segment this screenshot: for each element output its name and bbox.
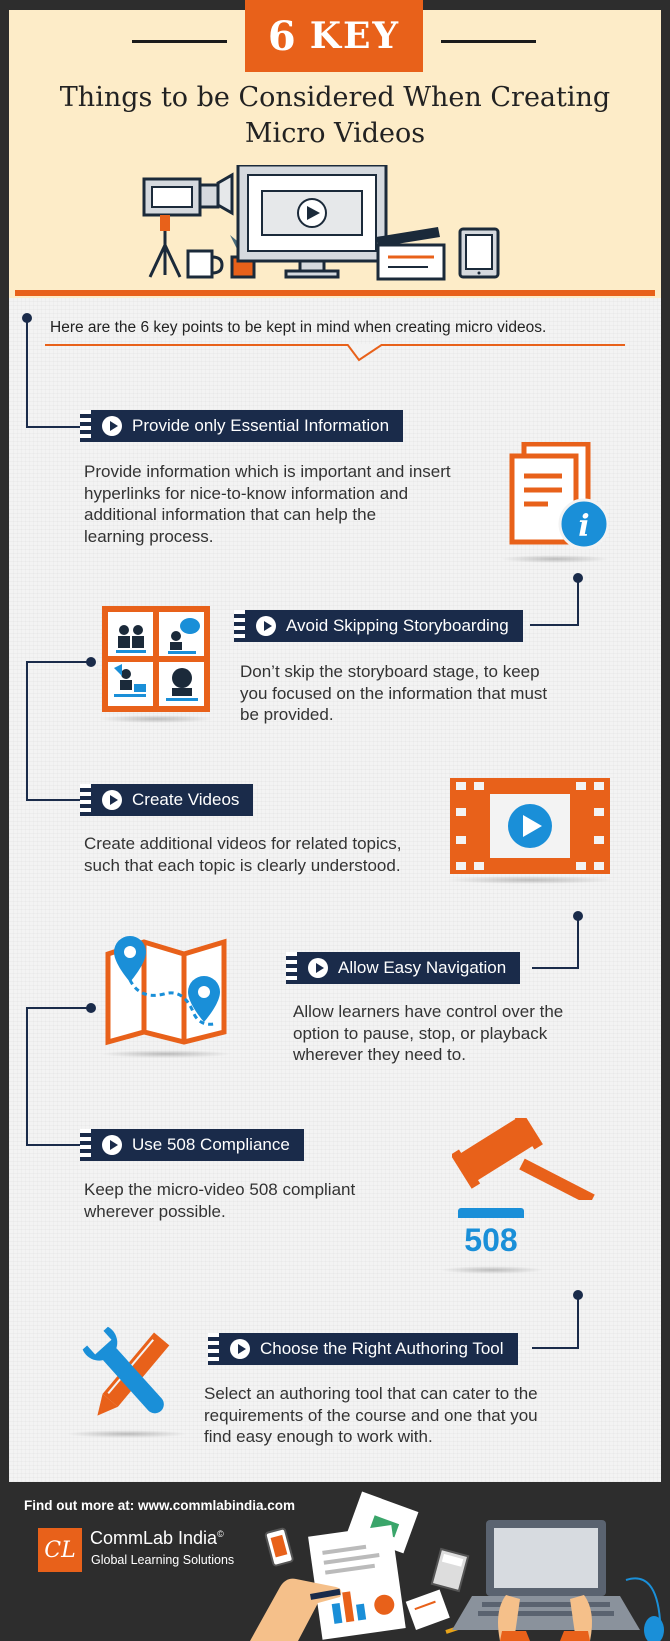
film-strip: [80, 1129, 94, 1161]
point-3-title: Create Videos: [132, 790, 240, 809]
film-strip: [80, 784, 94, 816]
tools-icon: [68, 1322, 186, 1430]
phone-icon: [265, 1528, 293, 1566]
film-video-icon: [450, 778, 610, 874]
point-6-title: Choose the Right Authoring Tool: [260, 1339, 504, 1358]
title-line-1: Things to be Considered When Creating: [59, 82, 611, 113]
svg-text:i: i: [578, 509, 590, 544]
text-line: be provided.: [240, 705, 334, 724]
timeline-line: [26, 1144, 80, 1146]
company-tagline: Global Learning Solutions: [91, 1553, 235, 1567]
text-line: requirements of the course and one that you: [204, 1405, 538, 1425]
company-name: [90, 1528, 224, 1549]
point-1-text: [84, 461, 451, 547]
play-icon: [96, 784, 128, 816]
company-name-text: CommLab India: [90, 1528, 218, 1548]
text-line: wherever possible.: [84, 1201, 226, 1221]
timeline-line: [26, 661, 90, 663]
icon-shadow: [500, 555, 610, 563]
text-line: Don’t skip the storyboard stage, to keep: [240, 662, 540, 681]
mouse-icon: [626, 1578, 664, 1641]
title-rule-right: [441, 40, 536, 43]
point-2-label: [234, 610, 523, 642]
play-icon: [250, 610, 282, 642]
film-strip: [234, 610, 248, 642]
text-line: Keep the micro-video 508 compliant: [84, 1180, 356, 1199]
company-logo: CL: [38, 1528, 82, 1572]
point-6-label: [208, 1333, 518, 1365]
copyright-mark: ©: [217, 1529, 224, 1539]
point-3-text: [84, 833, 402, 876]
gavel-icon: [452, 1118, 602, 1200]
timeline-line: [577, 916, 579, 969]
point-4-label: [286, 952, 520, 984]
icon-shadow: [100, 1050, 232, 1058]
map-navigation-icon: [104, 936, 230, 1046]
play-icon: [96, 1129, 128, 1161]
mug-icon: [188, 251, 222, 277]
text-line: Create additional videos for related topics,: [84, 834, 402, 853]
timeline-line: [532, 1347, 579, 1349]
timeline-line: [26, 799, 80, 801]
intro-pointer: [347, 344, 383, 364]
point-5-label: [80, 1129, 304, 1161]
text-line: you focused on the information that must: [240, 683, 548, 703]
point-2-title: Avoid Skipping Storyboarding: [286, 616, 509, 635]
text-line: Select an authoring tool that can cater to the: [204, 1384, 538, 1403]
film-strip: [286, 952, 300, 984]
title-rule-left: [132, 40, 227, 43]
text-line: learning process.: [84, 526, 214, 546]
badge-word: KEY: [309, 15, 401, 57]
film-strip: [208, 1333, 222, 1365]
timeline-line: [577, 578, 579, 626]
point-3-label: [80, 784, 253, 816]
text-line: additional information that can help the: [84, 505, 377, 524]
laptop-icon: [452, 1520, 640, 1630]
intro-rule: [45, 344, 625, 346]
document-info-icon: [508, 442, 608, 552]
timeline-line: [532, 967, 579, 969]
footer-link-text[interactable]: Find out more at: www.commlabindia.com: [24, 1498, 296, 1513]
timeline-line: [26, 318, 28, 427]
sleeve-icon: [500, 1631, 530, 1641]
point-4-text: [293, 1001, 563, 1066]
monitor-icon: [238, 165, 386, 277]
page-title: [20, 80, 650, 152]
timeline-line: [26, 1007, 28, 1146]
text-line: such that each topic is clearly understood.: [84, 855, 401, 875]
text-line: Allow learners have control over the: [293, 1002, 564, 1021]
timeline-line: [577, 1295, 579, 1349]
calculator-icon: [432, 1549, 468, 1591]
icon-shadow: [444, 876, 616, 884]
storyboard-icon: [102, 606, 210, 712]
text-line: find easy enough to work with.: [204, 1427, 433, 1446]
title-line-2: Micro Videos: [244, 118, 426, 149]
timeline-line: [530, 624, 579, 626]
point-1-title: Provide only Essential Information: [132, 416, 390, 435]
film-strip: [80, 410, 94, 442]
sleeve-icon: [560, 1631, 590, 1641]
timeline-line: [26, 661, 28, 801]
key-badge: [245, 0, 423, 72]
timeline-line: [26, 1007, 90, 1009]
badge-number: 6: [267, 12, 298, 60]
intro-text: Here are the 6 key points to be kept in mind when creating micro videos.: [50, 319, 547, 336]
text-line: option to pause, stop, or playback: [293, 1023, 548, 1043]
play-icon: [96, 410, 128, 442]
text-line: Provide information which is important and insert: [84, 462, 451, 481]
icon-shadow: [98, 715, 214, 723]
play-icon: [302, 952, 334, 984]
icon-shadow: [440, 1266, 544, 1274]
point-5-text: [84, 1179, 355, 1222]
point-6-text: [204, 1383, 538, 1448]
icon-shadow: [66, 1430, 188, 1438]
compliance-pedestal: [458, 1208, 524, 1218]
point-5-title: Use 508 Compliance: [132, 1135, 290, 1154]
point-4-title: Allow Easy Navigation: [338, 958, 507, 977]
text-line: wherever they need to.: [293, 1045, 466, 1064]
point-1-label: [80, 410, 403, 442]
text-line: hyperlinks for nice-to-know information and: [84, 483, 409, 503]
point-2-text: [240, 661, 547, 726]
header-divider: [15, 290, 655, 296]
note-icon: [406, 1589, 450, 1630]
header-illustration: [140, 165, 540, 291]
footer-illustration: [250, 1490, 670, 1641]
play-icon: [224, 1333, 256, 1365]
compliance-508-badge: 508: [464, 1222, 518, 1258]
report-paper-icon: [308, 1525, 406, 1640]
tablet-icon: [460, 229, 498, 277]
timeline-line: [26, 426, 80, 428]
